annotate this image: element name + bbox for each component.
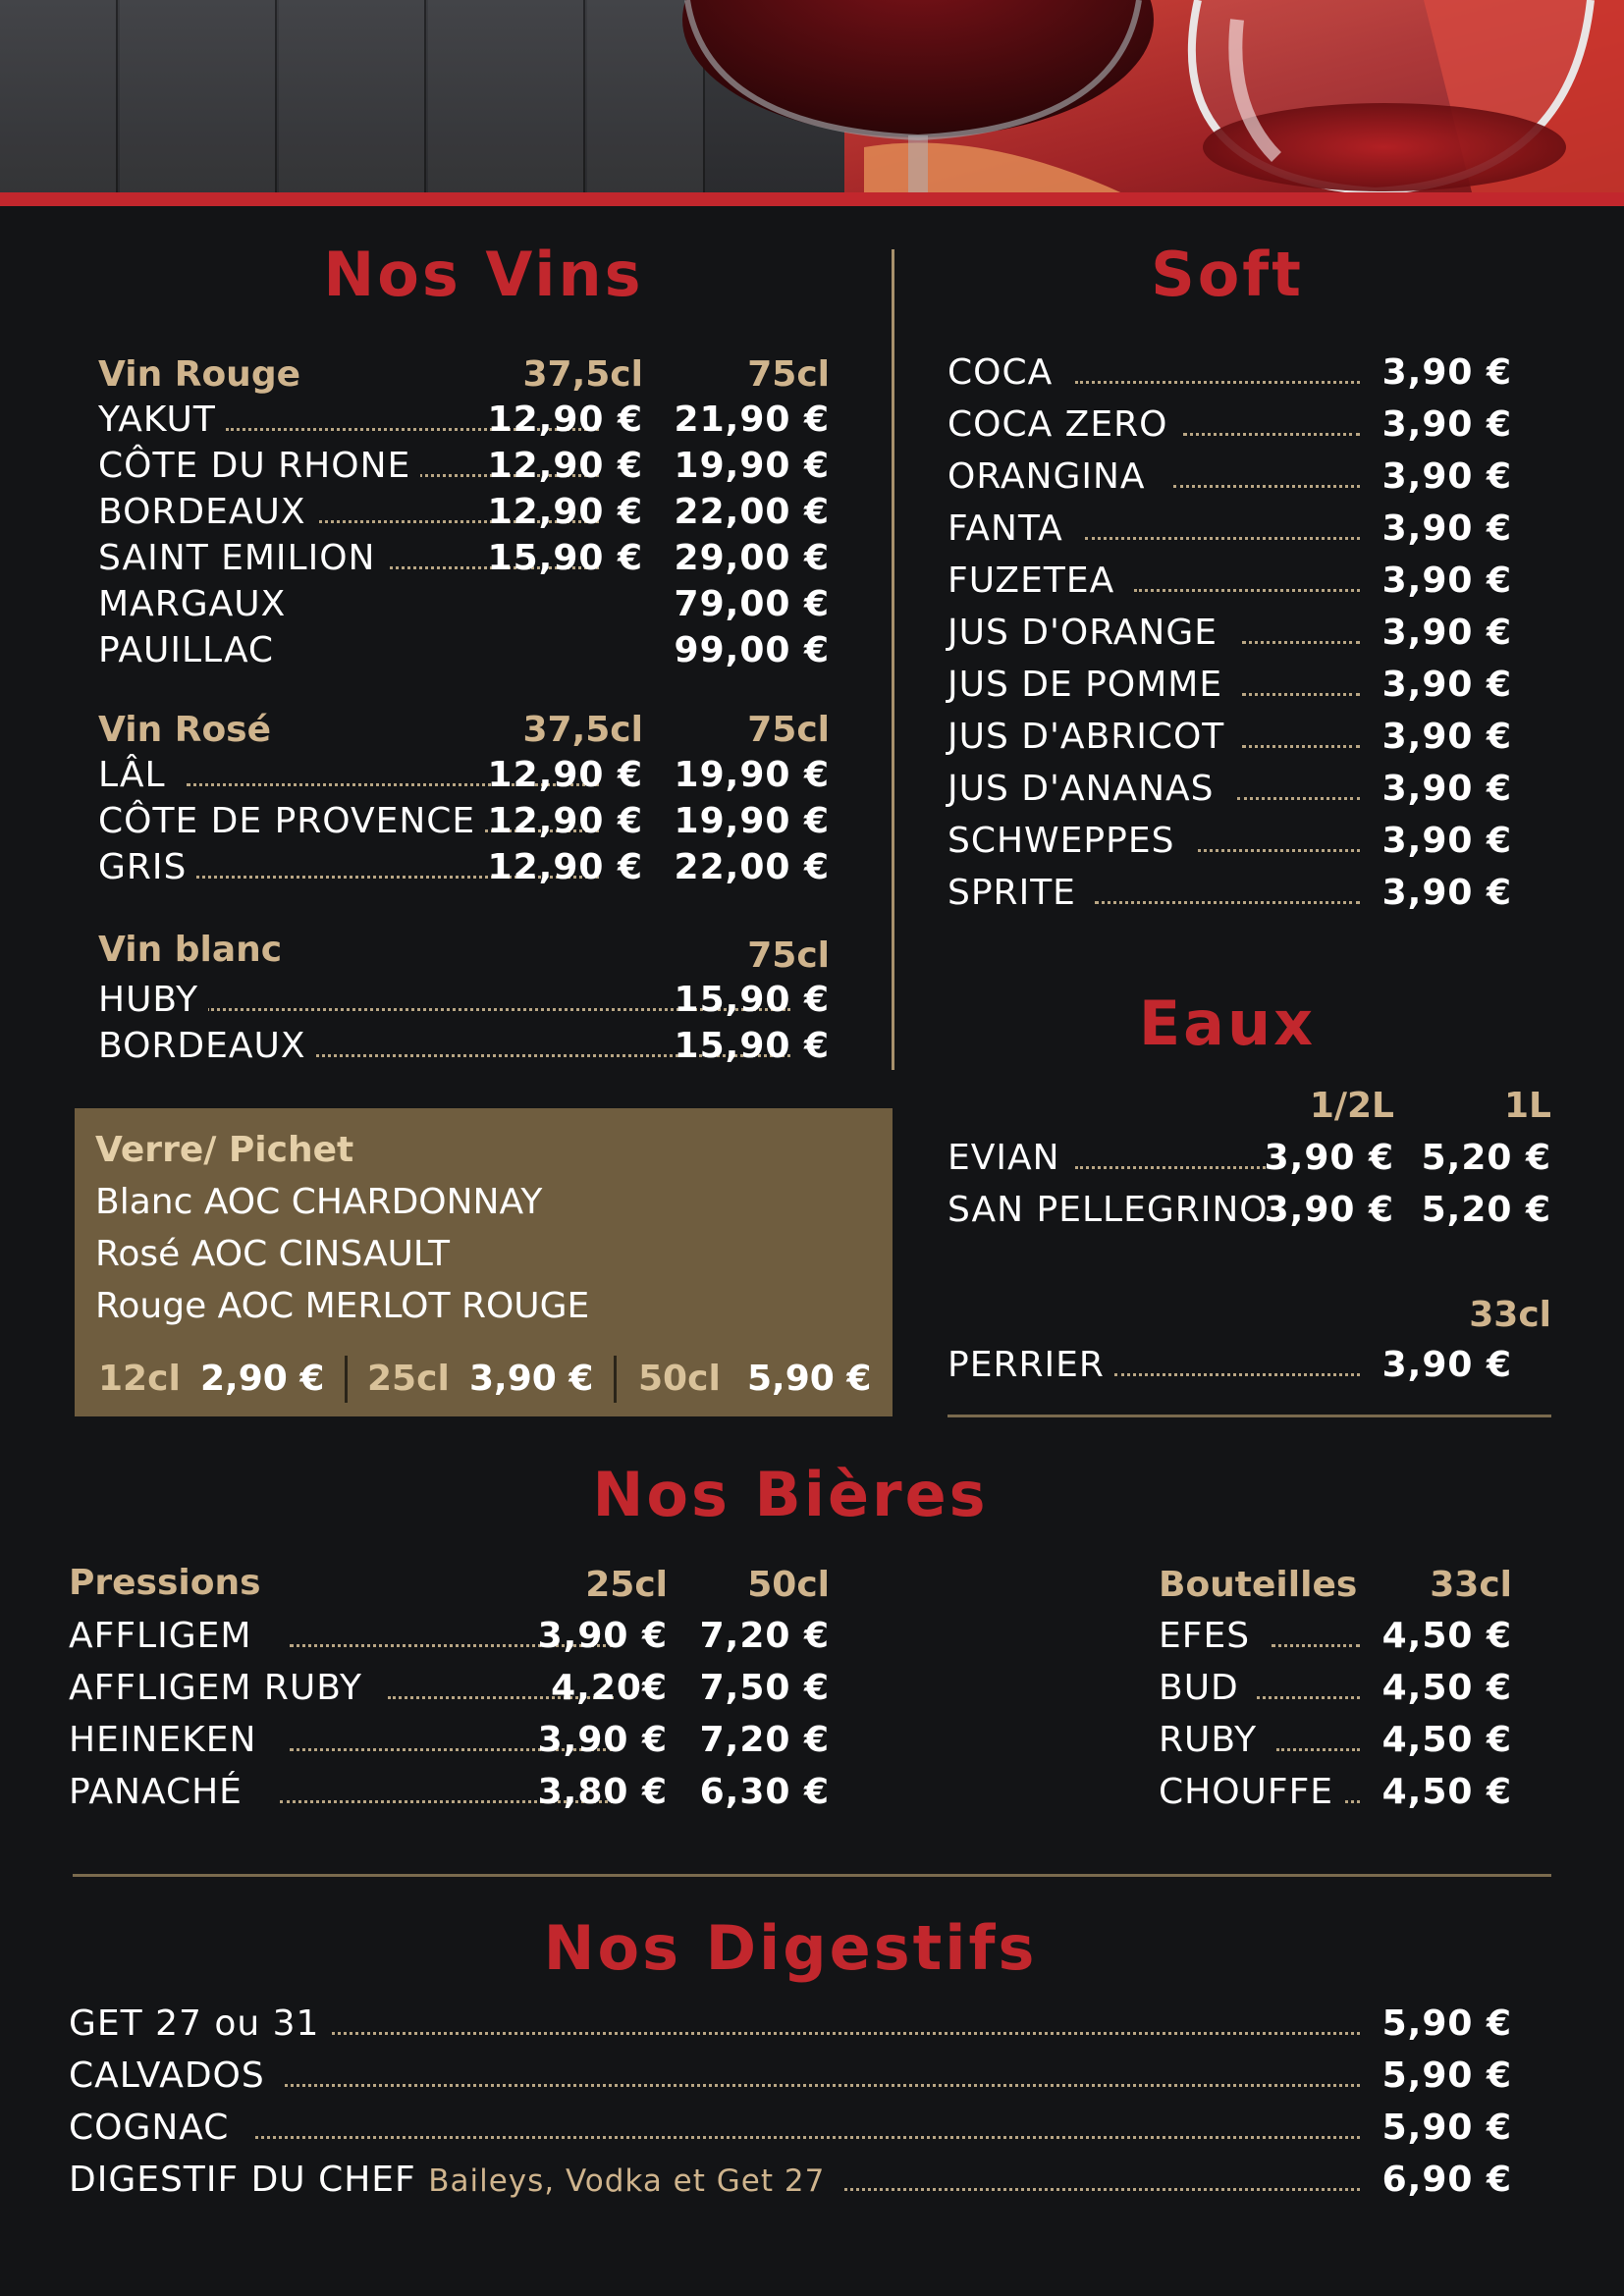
- item-price-37cl: 12,90 €: [487, 755, 643, 795]
- pichet-size-12cl: 12cl: [98, 1359, 181, 1399]
- section-title-digestifs: Nos Digestifs: [543, 1912, 1038, 1984]
- size-separator: [345, 1356, 348, 1403]
- vin-rose-col1: 37,5cl: [522, 710, 643, 750]
- item-price-75cl: 22,00 €: [674, 847, 830, 887]
- item-price: 15,90 €: [674, 980, 830, 1020]
- item-price: 3,90 €: [1381, 665, 1512, 705]
- item-price: 3,90 €: [1381, 821, 1512, 861]
- menu-item-coca-zero: [947, 403, 1512, 447]
- menu-item-san-pellegrino: [947, 1189, 1551, 1232]
- item-name: SAN PELLEGRINO: [947, 1189, 1278, 1232]
- menu-item-sprite: [947, 872, 1512, 915]
- dot-leader: [1085, 537, 1360, 540]
- size-separator: [614, 1356, 617, 1403]
- item-name: SAINT EMILION: [98, 537, 386, 580]
- item-name: JUS D'ANANAS: [947, 768, 1223, 811]
- item-price: 3,90 €: [1381, 873, 1512, 913]
- dot-leader: [1114, 1373, 1360, 1376]
- dot-leader: [1134, 589, 1360, 592]
- item-name: PAUILLAC: [98, 629, 284, 672]
- item-name: JUS D'ABRICOT: [947, 716, 1234, 759]
- item-name: HUBY: [98, 979, 208, 1022]
- vin-rouge-header: Vin Rouge: [98, 354, 300, 395]
- item-name: CALVADOS: [69, 2055, 275, 2098]
- item-price-75cl: 19,90 €: [674, 801, 830, 841]
- item-price-75cl: 79,00 €: [674, 584, 830, 624]
- menu-item-chouffe: [1159, 1771, 1512, 1814]
- menu-item-schweppes: [947, 820, 1512, 863]
- wine-glasses-illustration: [0, 0, 1624, 196]
- item-price-75cl: 21,90 €: [674, 400, 830, 440]
- menu-item-fuzetea: [947, 560, 1512, 603]
- pressions-col-25cl: 25cl: [585, 1565, 668, 1605]
- dot-leader: [1095, 901, 1360, 904]
- menu-item-coca: [947, 351, 1512, 395]
- dot-leader: [255, 2136, 1360, 2139]
- item-price-25cl: 4,20€: [551, 1668, 668, 1708]
- item-name: JUS D'ORANGE: [947, 612, 1227, 655]
- bouteilles-col-33cl: 33cl: [1430, 1565, 1512, 1605]
- item-name: GRIS: [98, 846, 196, 889]
- item-price-37cl: 12,90 €: [487, 492, 643, 532]
- item-name: ORANGINA: [947, 455, 1156, 499]
- item-name: BUD: [1159, 1667, 1249, 1710]
- menu-item-gris: [98, 846, 830, 889]
- menu-item-bordeaux-rouge: [98, 491, 830, 534]
- menu-item-digestif-du-chef: [69, 2159, 1512, 2202]
- item-price-37cl: 15,90 €: [487, 538, 643, 578]
- menu-item-jus-d-orange: [947, 612, 1512, 655]
- menu-item-efes: [1159, 1615, 1512, 1658]
- item-price: 6,90 €: [1381, 2160, 1512, 2200]
- item-price-37cl: 12,90 €: [487, 847, 643, 887]
- menu-item-huby: [98, 979, 830, 1022]
- item-price: 5,90 €: [1381, 2003, 1512, 2044]
- item-price-liter: 5,20 €: [1421, 1138, 1551, 1178]
- item-price: 5,90 €: [1381, 2108, 1512, 2148]
- dot-leader: [1242, 641, 1360, 644]
- menu-item-saint-emilion: [98, 537, 830, 580]
- column-divider: [892, 249, 894, 1070]
- item-price: 4,50 €: [1381, 1616, 1512, 1656]
- menu-item-ruby: [1159, 1719, 1512, 1762]
- menu-item-orangina: [947, 455, 1512, 499]
- item-price: 3,90 €: [1381, 352, 1512, 393]
- item-price-75cl: 99,00 €: [674, 630, 830, 670]
- item-name: BORDEAUX: [98, 1025, 316, 1068]
- item-price-25cl: 3,90 €: [537, 1616, 668, 1656]
- item-name: EVIAN: [947, 1137, 1070, 1180]
- eaux-col-33cl: 33cl: [1469, 1295, 1551, 1335]
- item-name: HEINEKEN: [69, 1719, 266, 1762]
- menu-item-cote-de-provence: [98, 800, 830, 843]
- item-name: COCA: [947, 351, 1062, 395]
- item-name: COCA ZERO: [947, 403, 1177, 447]
- section-title-soft: Soft: [1151, 239, 1304, 310]
- menu-item-jus-d-abricot: [947, 716, 1512, 759]
- dot-leader: [1075, 381, 1360, 384]
- item-price-75cl: 22,00 €: [674, 492, 830, 532]
- item-price: 3,90 €: [1381, 508, 1512, 549]
- menu-item-jus-d-ananas: [947, 768, 1512, 811]
- menu-item-calvados: [69, 2055, 1512, 2098]
- pichet-size-50cl: 50cl: [638, 1359, 721, 1399]
- item-price-37cl: 12,90 €: [487, 400, 643, 440]
- item-price-75cl: 19,90 €: [674, 755, 830, 795]
- menu-item-panache: [69, 1771, 830, 1814]
- menu-item-cote-du-rhone: [98, 445, 830, 488]
- item-name: AFFLIGEM: [69, 1615, 261, 1658]
- menu-item-perrier: [947, 1344, 1512, 1387]
- dot-leader: [285, 2084, 1360, 2087]
- item-name: SPRITE: [947, 872, 1086, 915]
- menu-item-yakut: [98, 399, 830, 442]
- dot-leader: [844, 2188, 1360, 2191]
- pichet-line-rose: Rosé AOC CINSAULT: [95, 1234, 450, 1274]
- item-note: Baileys, Vodka et Get 27: [428, 2163, 826, 2199]
- dot-leader: [1237, 797, 1360, 800]
- pichet-size-25cl: 25cl: [367, 1359, 450, 1399]
- item-price-25cl: 3,80 €: [537, 1772, 668, 1812]
- item-price: 5,90 €: [1381, 2056, 1512, 2096]
- header-photo: [0, 0, 1624, 196]
- item-price: 3,90 €: [1381, 456, 1512, 497]
- menu-item-bud: [1159, 1667, 1512, 1710]
- item-price: 4,50 €: [1381, 1668, 1512, 1708]
- menu-item-evian: [947, 1137, 1551, 1180]
- item-price-75cl: 19,90 €: [674, 446, 830, 486]
- eaux-col-liter: 1L: [1504, 1086, 1551, 1126]
- item-price-50cl: 7,20 €: [699, 1720, 830, 1760]
- item-price: 3,90 €: [1381, 717, 1512, 757]
- pichet-header: Verre/ Pichet: [95, 1130, 354, 1170]
- item-price: 3,90 €: [1381, 613, 1512, 653]
- dot-leader: [1242, 745, 1360, 748]
- item-name: PANACHÉ: [69, 1771, 252, 1814]
- item-price-50cl: 7,20 €: [699, 1616, 830, 1656]
- vin-rose-header: Vin Rosé: [98, 710, 272, 750]
- pichet-line-rouge: Rouge AOC MERLOT ROUGE: [95, 1286, 590, 1326]
- vin-blanc-header: Vin blanc: [98, 930, 283, 970]
- menu-item-affligem: [69, 1615, 830, 1658]
- item-price-25cl: 3,90 €: [537, 1720, 668, 1760]
- eaux-divider: [947, 1415, 1551, 1417]
- item-name: CHOUFFE: [1159, 1771, 1343, 1814]
- bouteilles-header: Bouteilles: [1159, 1565, 1358, 1605]
- section-title-bieres: Nos Bières: [592, 1459, 989, 1530]
- pichet-price-25cl: 3,90 €: [469, 1359, 594, 1399]
- eaux-col-half-liter: 1/2L: [1309, 1086, 1394, 1126]
- menu-item-affligem-ruby: [69, 1667, 830, 1710]
- vin-rouge-col2: 75cl: [747, 354, 830, 395]
- pichet-price-50cl: 5,90 €: [747, 1359, 872, 1399]
- menu-item-bordeaux-blanc: [98, 1025, 830, 1068]
- item-price-75cl: 29,00 €: [674, 538, 830, 578]
- item-name: GET 27 ou 31: [69, 2002, 329, 2046]
- item-name: COGNAC: [69, 2107, 239, 2150]
- item-price-37cl: 12,90 €: [487, 446, 643, 486]
- vin-rose-col2: 75cl: [747, 710, 830, 750]
- item-name: PERRIER: [947, 1344, 1114, 1387]
- pressions-col-50cl: 50cl: [747, 1565, 830, 1605]
- item-name: FANTA: [947, 507, 1073, 551]
- red-divider-bar: [0, 192, 1624, 206]
- item-price: 3,90 €: [1381, 1345, 1512, 1385]
- vin-rouge-col1: 37,5cl: [522, 354, 643, 395]
- item-name: CÔTE DU RHONE: [98, 445, 420, 488]
- item-price: 3,90 €: [1381, 769, 1512, 809]
- menu-item-jus-de-pomme: [947, 664, 1512, 707]
- dot-leader: [1257, 1696, 1360, 1699]
- item-name: RUBY: [1159, 1719, 1267, 1762]
- item-price: 4,50 €: [1381, 1772, 1512, 1812]
- item-price-half-liter: 3,90 €: [1264, 1138, 1394, 1178]
- item-name: LÂL: [98, 754, 176, 797]
- dot-leader: [1183, 433, 1360, 436]
- item-name: YAKUT: [98, 399, 226, 442]
- menu-item-get-27: [69, 2002, 1512, 2046]
- item-name: EFES: [1159, 1615, 1260, 1658]
- item-price: 4,50 €: [1381, 1720, 1512, 1760]
- menu-item-pauillac: [98, 629, 830, 672]
- item-price: 15,90 €: [674, 1026, 830, 1066]
- item-name: MARGAUX: [98, 583, 296, 626]
- item-name: CÔTE DE PROVENCE: [98, 800, 485, 843]
- verre-pichet-box: [75, 1108, 893, 1416]
- dot-leader: [1272, 1644, 1360, 1647]
- item-price-half-liter: 3,90 €: [1264, 1190, 1394, 1230]
- section-title-eaux: Eaux: [1138, 988, 1317, 1059]
- item-name: FUZETEA: [947, 560, 1124, 603]
- dot-leader: [1173, 485, 1360, 488]
- pichet-price-12cl: 2,90 €: [200, 1359, 325, 1399]
- item-name: AFFLIGEM RUBY: [69, 1667, 372, 1710]
- item-price: 3,90 €: [1381, 561, 1512, 601]
- item-name: SCHWEPPES: [947, 820, 1184, 863]
- pichet-line-blanc: Blanc AOC CHARDONNAY: [95, 1182, 543, 1222]
- menu-item-margaux: [98, 583, 830, 626]
- dot-leader: [1198, 849, 1360, 852]
- dot-leader: [1276, 1748, 1360, 1751]
- item-price-37cl: [486, 583, 643, 626]
- bieres-divider: [73, 1874, 1551, 1877]
- item-price-liter: 5,20 €: [1421, 1190, 1551, 1230]
- pressions-header: Pressions: [69, 1563, 261, 1603]
- item-name: JUS DE POMME: [947, 664, 1232, 707]
- item-name-with-note: [69, 2159, 835, 2202]
- menu-item-heineken: [69, 1719, 830, 1762]
- item-price-50cl: 6,30 €: [699, 1772, 830, 1812]
- item-price: 3,90 €: [1381, 404, 1512, 445]
- menu-item-cognac: [69, 2107, 1512, 2150]
- item-price-37cl: [486, 629, 643, 672]
- item-price-50cl: 7,50 €: [699, 1668, 830, 1708]
- item-name: BORDEAUX: [98, 491, 316, 534]
- menu-item-fanta: [947, 507, 1512, 551]
- dot-leader: [314, 2032, 1360, 2035]
- dot-leader: [1242, 693, 1360, 696]
- item-price-37cl: 12,90 €: [487, 801, 643, 841]
- item-name: DIGESTIF DU CHEF: [69, 2160, 416, 2200]
- vin-blanc-col: 75cl: [747, 935, 830, 976]
- section-title-vins: Nos Vins: [323, 239, 644, 310]
- menu-item-lal: [98, 754, 830, 797]
